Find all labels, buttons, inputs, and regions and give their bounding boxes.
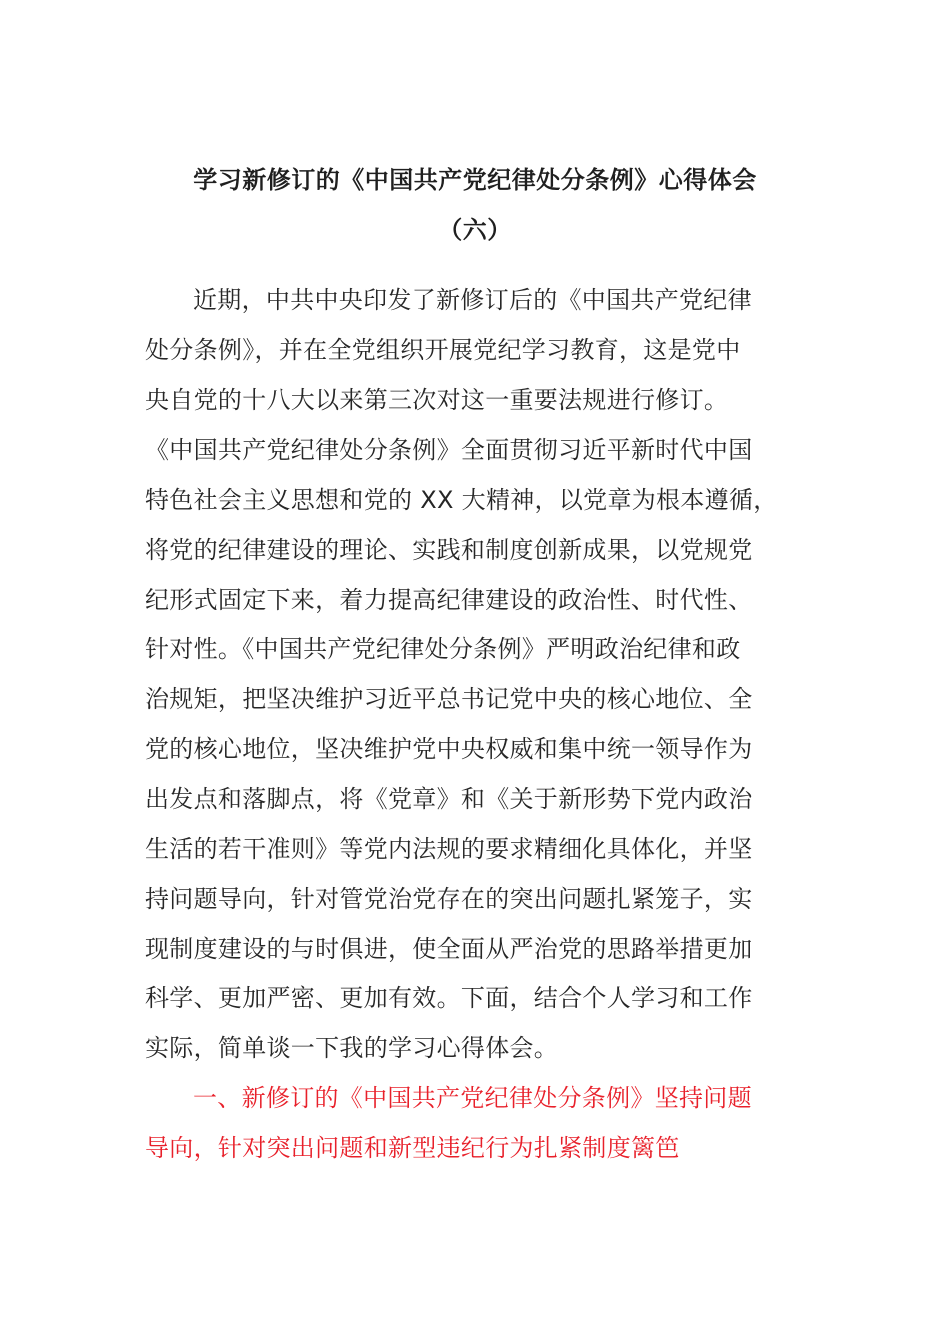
paragraph-line: 治规矩，把坚决维护习近平总书记党中央的核心地位、全 [145, 685, 753, 713]
paragraph-line: 科学、更加严密、更加有效。下面，结合个人学习和工作 [145, 984, 753, 1012]
paragraph-line: 出发点和落脚点，将《党章》和《关于新形势下党内政治 [145, 785, 753, 813]
paragraph-line: 针对性。《中国共产党纪律处分条例》严明政治纪律和政 [145, 635, 741, 663]
paragraph-line: 现制度建设的与时俱进，使全面从严治党的思路举措更加 [145, 935, 753, 963]
paragraph-line: 处分条例》，并在全党组织开展党纪学习教育，这是党中 [145, 336, 741, 364]
paragraph-line: 特色社会主义思想和党的 XX 大精神，以党章为根本遵循， [145, 486, 778, 514]
section-heading-line: 一、新修订的《中国共产党纪律处分条例》坚持问题 [193, 1084, 752, 1112]
paragraph-line: 央自党的十八大以来第三次对这一重要法规进行修订。 [145, 386, 729, 414]
paragraph-line: 持问题导向，针对管党治党存在的突出问题扎紧笼子，实 [145, 885, 753, 913]
document-title: 学习新修订的《中国共产党纪律处分条例》心得体会 [193, 166, 757, 194]
paragraph-line: 近期，中共中央印发了新修订后的《中国共产党纪律 [193, 286, 752, 314]
paragraph-line: 纪形式固定下来，着力提高纪律建设的政治性、时代性、 [145, 586, 753, 614]
section-heading-line: 导向，针对突出问题和新型违纪行为扎紧制度篱笆 [145, 1134, 680, 1162]
paragraph-line: 党的核心地位，坚决维护党中央权威和集中统一领导作为 [145, 735, 753, 763]
paragraph-line: 将党的纪律建设的理论、实践和制度创新成果，以党规党 [145, 536, 753, 564]
paragraph-line: 实际，简单谈一下我的学习心得体会。 [145, 1034, 559, 1062]
paragraph-line: 生活的若干准则》等党内法规的要求精细化具体化，并坚 [145, 835, 753, 863]
document-title-number: （六） [438, 216, 512, 244]
paragraph-line: 《中国共产党纪律处分条例》全面贯彻习近平新时代中国 [145, 436, 753, 464]
